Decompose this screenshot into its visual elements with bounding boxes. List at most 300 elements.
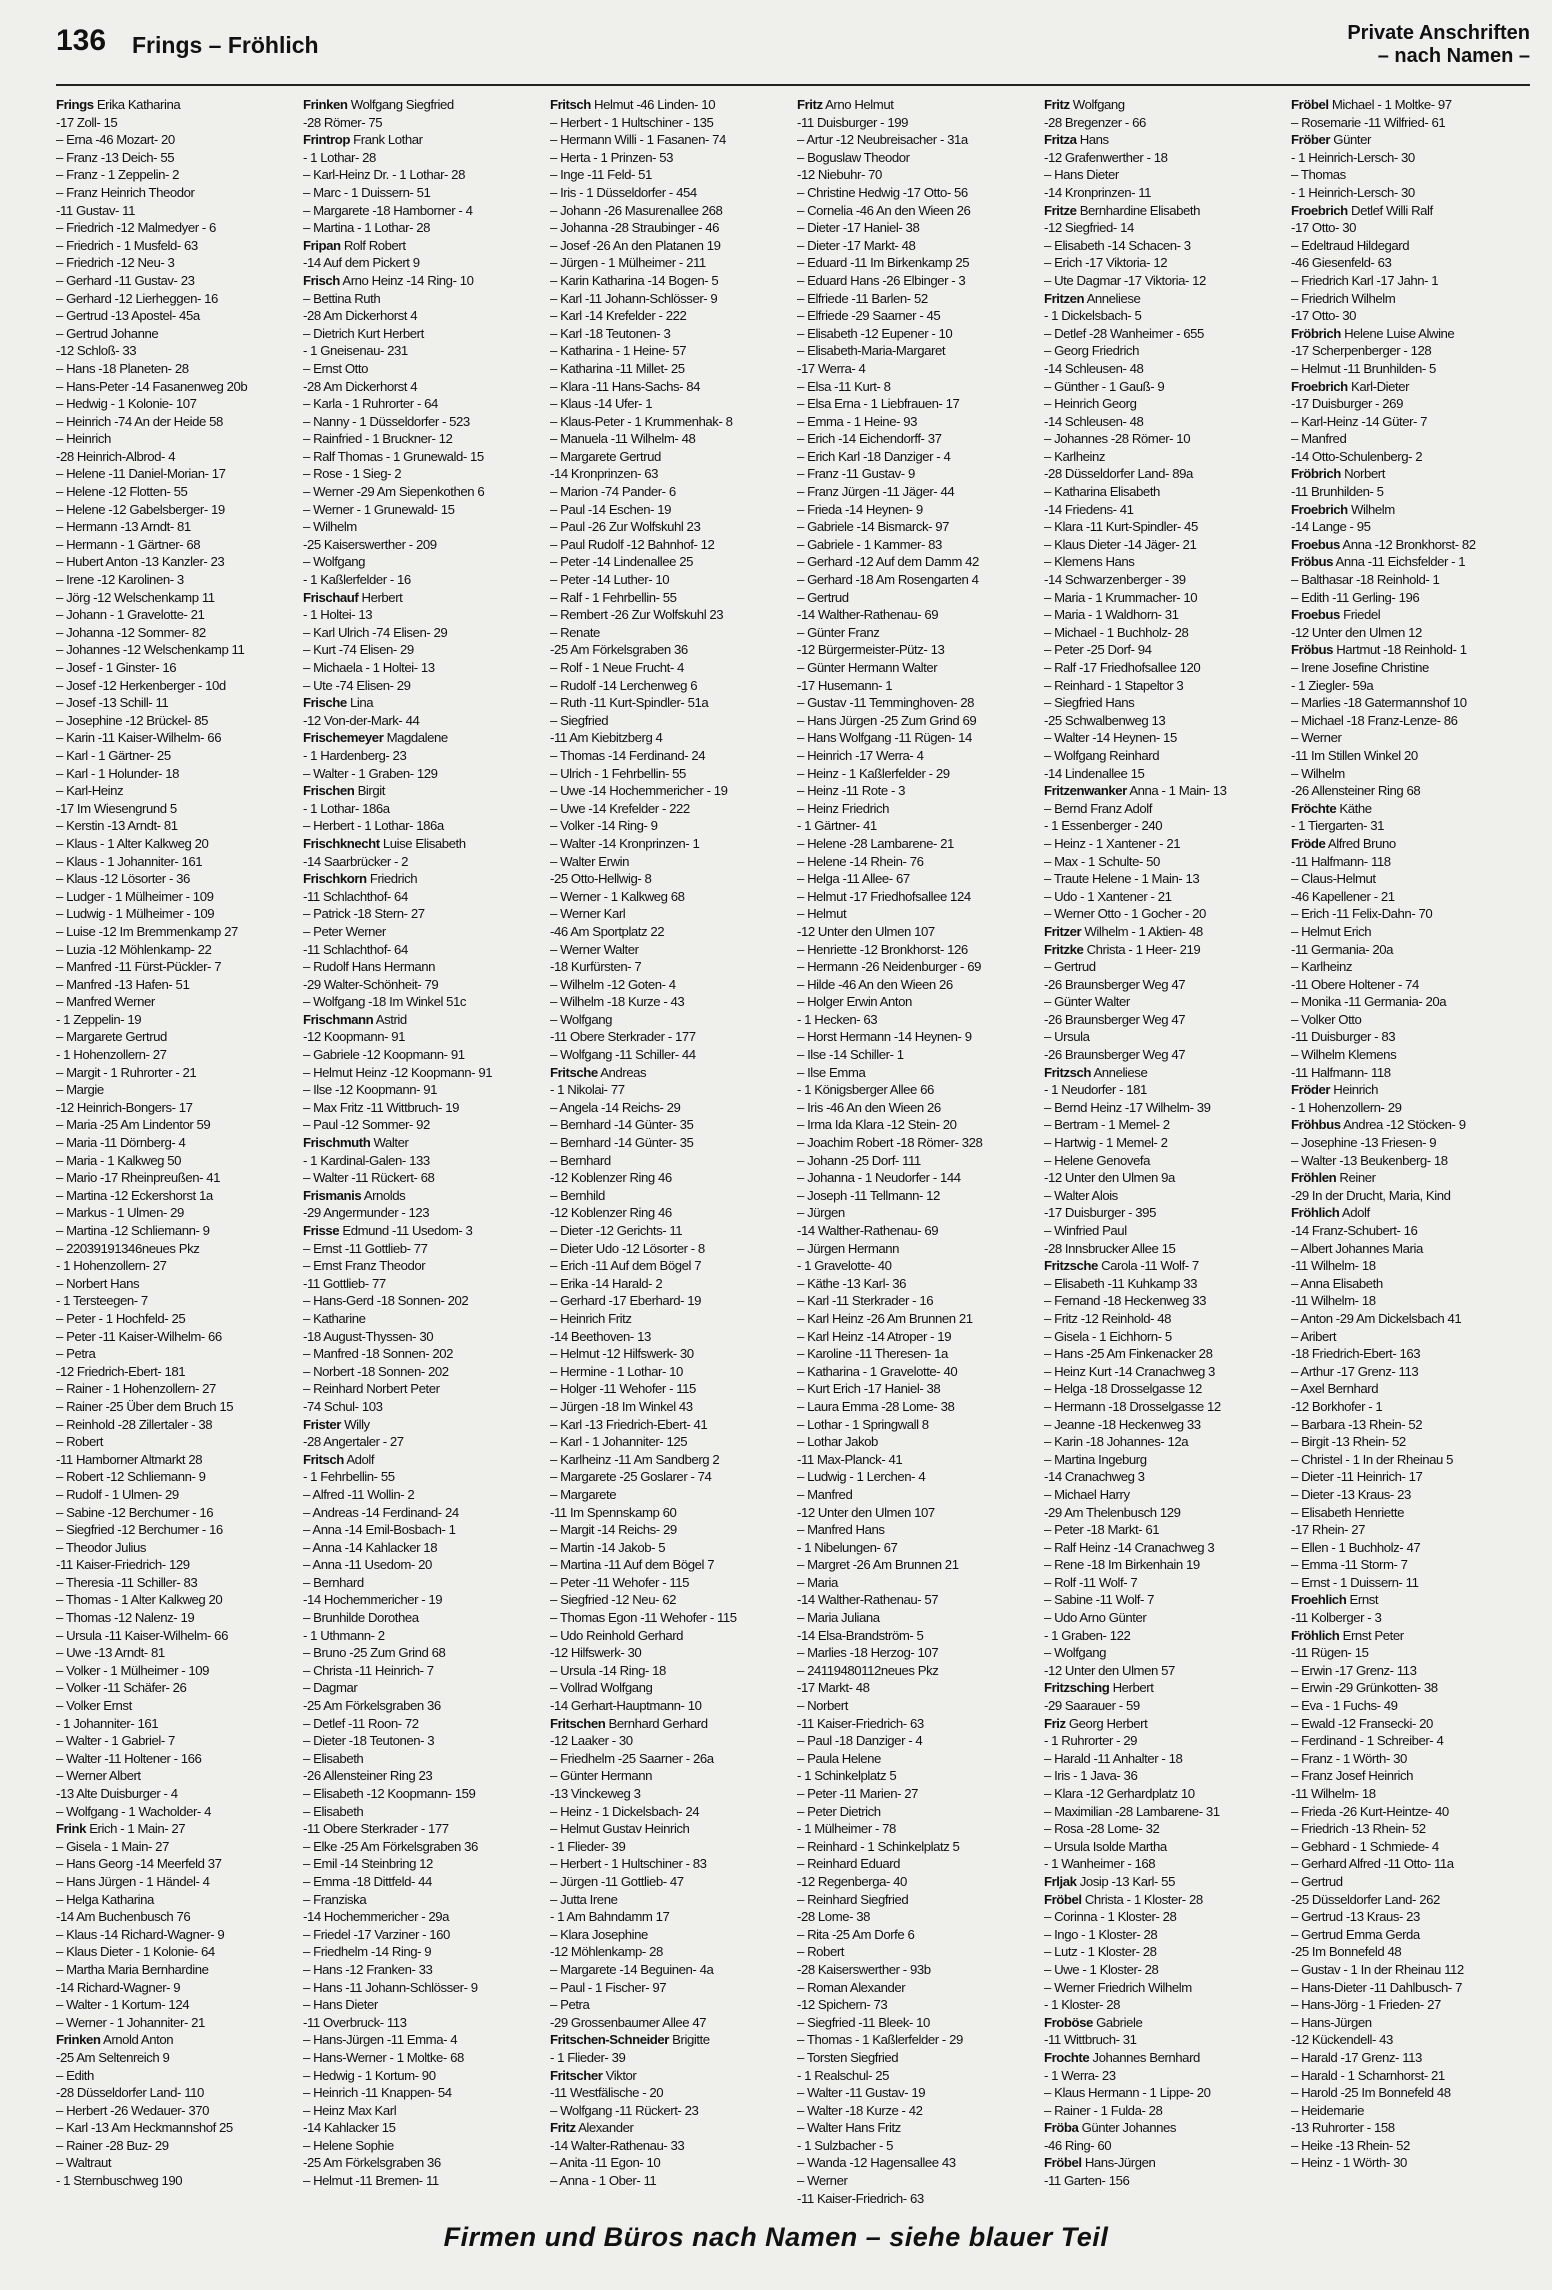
directory-entry bbox=[56, 325, 295, 343]
entry-text: – Waltraut bbox=[56, 2155, 112, 2171]
directory-entry bbox=[1044, 1222, 1283, 1240]
directory-entry bbox=[303, 729, 542, 747]
directory-entry bbox=[1044, 800, 1283, 818]
directory-entry bbox=[1044, 1855, 1283, 1873]
entry-text: – Hans Georg -14 Meerfeld 37 bbox=[56, 1856, 222, 1872]
directory-entry bbox=[1044, 1028, 1283, 1046]
directory-entry bbox=[303, 149, 542, 167]
entry-text: – Dieter -17 Haniel- 38 bbox=[797, 220, 920, 236]
surname: Fröhlich bbox=[1291, 1627, 1340, 1643]
directory-entry bbox=[797, 131, 1036, 149]
directory-entry bbox=[303, 1064, 542, 1082]
directory-entry bbox=[56, 1380, 295, 1398]
entry-text: – Jürgen Hermann bbox=[797, 1240, 900, 1256]
entry-text: – Helmut -17 Friedhofsallee 124 bbox=[797, 888, 971, 904]
entry-text: – Friedel -17 Varziner - 160 bbox=[303, 1926, 450, 1942]
directory-entry bbox=[1044, 1679, 1283, 1697]
entry-text: - 1 Realschul- 25 bbox=[797, 2067, 890, 2083]
entry-text: – Anton -29 Am Dickelsbach 41 bbox=[1291, 1310, 1462, 1326]
directory-entry bbox=[550, 448, 789, 466]
directory-entry bbox=[56, 747, 295, 765]
directory-entry bbox=[1291, 993, 1530, 1011]
directory-entry bbox=[797, 1838, 1036, 1856]
directory-entry bbox=[797, 1099, 1036, 1117]
directory-entry bbox=[303, 1240, 542, 1258]
directory-entry bbox=[56, 1451, 295, 1469]
directory-entry bbox=[550, 1187, 789, 1205]
entry-text: – Heinrich Georg bbox=[1044, 396, 1137, 412]
directory-entry bbox=[1291, 395, 1530, 413]
entry-text: – Peter -11 Kaiser-Wilhelm- 66 bbox=[56, 1328, 222, 1344]
entry-text: – Iris -46 An den Wieen 26 bbox=[797, 1099, 941, 1115]
directory-entry bbox=[550, 958, 789, 976]
entry-text: – Ernst Franz Theodor bbox=[303, 1258, 426, 1274]
entry-text: – Elisabeth -12 Eupener - 10 bbox=[797, 325, 953, 341]
surname: Frischemeyer bbox=[303, 730, 384, 746]
directory-entry bbox=[1291, 1961, 1530, 1979]
entry-text: – Walter - 1 Gabriel- 7 bbox=[56, 1733, 175, 1749]
directory-entry bbox=[1044, 184, 1283, 202]
directory-entry bbox=[303, 1416, 542, 1434]
directory-entry bbox=[56, 1838, 295, 1856]
entry-text: – Heinz Max Karl bbox=[303, 2102, 397, 2118]
directory-entry bbox=[56, 413, 295, 431]
directory-entry bbox=[303, 941, 542, 959]
surname: Frochte bbox=[1044, 2049, 1090, 2065]
entry-text: – Renate bbox=[550, 624, 600, 640]
entry-text: – Friedrich - 1 Musfeld- 63 bbox=[56, 237, 198, 253]
directory-entry bbox=[56, 1820, 295, 1838]
entry-text: – Erich Karl -18 Danziger - 4 bbox=[797, 448, 951, 464]
entry-text: Hans-Jürgen bbox=[1081, 2155, 1156, 2171]
directory-entry bbox=[303, 290, 542, 308]
directory-entry bbox=[1291, 254, 1530, 272]
entry-text: – Hubert Anton -13 Kanzler- 23 bbox=[56, 554, 225, 570]
directory-entry bbox=[303, 1099, 542, 1117]
directory-entry bbox=[56, 1134, 295, 1152]
entry-text: – Werner - 1 Grunewald- 15 bbox=[303, 501, 455, 517]
directory-entry bbox=[303, 1891, 542, 1909]
entry-text: – Holger Erwin Anton bbox=[797, 994, 912, 1010]
entry-text: – Lothar Jakob bbox=[797, 1434, 878, 1450]
entry-text: -11 Kaiser-Friedrich- 63 bbox=[797, 2190, 924, 2206]
entry-text: – Klaus-Peter - 1 Krummenhak- 8 bbox=[550, 413, 733, 429]
directory-entry bbox=[797, 413, 1036, 431]
entry-text: - 1 Hohenzollern- 27 bbox=[56, 1258, 167, 1274]
directory-entry bbox=[303, 2067, 542, 2085]
directory-entry bbox=[303, 325, 542, 343]
entry-text: Johannes Bernhard bbox=[1089, 2049, 1200, 2065]
entry-text: -17 Zoll- 15 bbox=[56, 114, 118, 130]
directory-entry bbox=[797, 1169, 1036, 1187]
directory-entry bbox=[56, 1644, 295, 1662]
directory-entry bbox=[1291, 2031, 1530, 2049]
entry-text: – Theodor Julius bbox=[56, 1539, 147, 1555]
directory-entry bbox=[56, 1979, 295, 1997]
entry-text: – Hartwig - 1 Memel- 2 bbox=[1044, 1135, 1168, 1151]
directory-entry bbox=[303, 1275, 542, 1293]
directory-entry bbox=[797, 905, 1036, 923]
directory-entry bbox=[56, 1257, 295, 1275]
directory-entry bbox=[1044, 2031, 1283, 2049]
directory-entry bbox=[797, 853, 1036, 871]
directory-entry bbox=[797, 1662, 1036, 1680]
surname: Fritzsche bbox=[1044, 1258, 1098, 1274]
directory-entry bbox=[303, 2102, 542, 2120]
entry-text: – Franz - 1 Wörth- 30 bbox=[1291, 1750, 1407, 1766]
entry-text: – Hans-Jörg - 1 Frieden- 27 bbox=[1291, 1997, 1441, 2013]
entry-text: – Wilhelm -18 Kurze - 43 bbox=[550, 994, 685, 1010]
entry-text: – Rosa -28 Lome- 32 bbox=[1044, 1821, 1160, 1837]
entry-text: Arnold Anton bbox=[100, 2032, 174, 2048]
entry-text: – Karl Ulrich -74 Elisen- 29 bbox=[303, 624, 448, 640]
directory-entry bbox=[797, 888, 1036, 906]
directory-entry bbox=[1044, 2084, 1283, 2102]
directory-entry bbox=[1291, 1363, 1530, 1381]
surname: Frischkorn bbox=[303, 871, 367, 887]
entry-text: – Ralf Heinz -14 Cranachweg 3 bbox=[1044, 1539, 1215, 1555]
directory-entry bbox=[550, 1556, 789, 1574]
directory-entry bbox=[797, 2102, 1036, 2120]
directory-entry bbox=[550, 870, 789, 888]
surname: Fröbel bbox=[1044, 1891, 1082, 1907]
entry-text: – Helmut Heinz -12 Koopmann- 91 bbox=[303, 1064, 493, 1080]
entry-text: – Erna -46 Mozart- 20 bbox=[56, 132, 175, 148]
entry-text: – Manfred -11 Fürst-Pückler- 7 bbox=[56, 959, 222, 975]
directory-entry bbox=[1291, 1803, 1530, 1821]
entry-text: -11 Gustav- 11 bbox=[56, 202, 135, 218]
entry-text: – Martina - 1 Lothar- 28 bbox=[303, 220, 431, 236]
directory-entry bbox=[1044, 1961, 1283, 1979]
directory-entry bbox=[303, 395, 542, 413]
entry-text: – Monika -11 Germania- 20a bbox=[1291, 994, 1447, 1010]
entry-text: -12 Schloß- 33 bbox=[56, 343, 137, 359]
directory-entry bbox=[797, 483, 1036, 501]
directory-entry bbox=[797, 2190, 1036, 2208]
directory-entry bbox=[56, 923, 295, 941]
directory-entry bbox=[550, 589, 789, 607]
entry-text: – Jürgen bbox=[797, 1205, 845, 1221]
directory-entry bbox=[56, 114, 295, 132]
directory-entry bbox=[1291, 1292, 1530, 1310]
directory-entry bbox=[1291, 835, 1530, 853]
entry-text: – Ursula -11 Kaiser-Wilhelm- 66 bbox=[56, 1627, 228, 1643]
entry-text: – Ludger - 1 Mülheimer - 109 bbox=[56, 888, 214, 904]
directory-entry bbox=[1044, 2137, 1283, 2155]
entry-text: – Gustav - 1 In der Rheinau 112 bbox=[1291, 1961, 1464, 1977]
entry-text: – Ralf -17 Friedhofsallee 120 bbox=[1044, 660, 1201, 675]
entry-text: – Karl -13 Am Heckmannshof 25 bbox=[56, 2120, 233, 2136]
entry-text: – Rembert -26 Zur Wolfskuhl 23 bbox=[550, 607, 724, 623]
directory-entry bbox=[797, 1679, 1036, 1697]
surname: Froböse bbox=[1044, 2014, 1093, 2030]
entry-text: Erika Katharina bbox=[93, 97, 181, 112]
directory-entry bbox=[303, 1996, 542, 2014]
entry-text: -14 Schwarzenberger - 39 bbox=[1044, 572, 1186, 588]
entry-text: – Iris - 1 Düsseldorfer - 454 bbox=[550, 184, 697, 200]
entry-text: – Ferdinand - 1 Schreiber- 4 bbox=[1291, 1733, 1444, 1749]
directory-entry bbox=[797, 1943, 1036, 1961]
directory-entry bbox=[56, 1204, 295, 1222]
directory-entry bbox=[56, 1679, 295, 1697]
entry-text: -17 Markt- 48 bbox=[797, 1680, 870, 1696]
directory-entry bbox=[303, 378, 542, 396]
directory-entry bbox=[1291, 1521, 1530, 1539]
entry-text: – Traute Helene - 1 Main- 13 bbox=[1044, 871, 1200, 887]
directory-entry bbox=[1291, 1116, 1530, 1134]
directory-entry bbox=[303, 1943, 542, 1961]
directory-entry bbox=[1044, 1996, 1283, 2014]
directory-entry bbox=[303, 1574, 542, 1592]
directory-entry bbox=[550, 465, 789, 483]
directory-entry bbox=[56, 853, 295, 871]
entry-text: – Karl -13 Friedrich-Ebert- 41 bbox=[550, 1416, 708, 1432]
directory-entry bbox=[303, 1715, 542, 1733]
entry-text: – Harald - 1 Scharnhorst- 21 bbox=[1291, 2067, 1445, 2083]
directory-entry bbox=[303, 712, 542, 730]
entry-text: Anneliese bbox=[1090, 1064, 1148, 1080]
directory-entry bbox=[797, 1697, 1036, 1715]
directory-entry bbox=[303, 1803, 542, 1821]
directory-entry bbox=[303, 694, 542, 712]
surname: Frismanis bbox=[303, 1187, 362, 1203]
directory-entry bbox=[1044, 2102, 1283, 2120]
directory-entry bbox=[1291, 1081, 1530, 1099]
directory-entry bbox=[550, 1292, 789, 1310]
entry-text: -11 Halfmann- 118 bbox=[1291, 853, 1391, 869]
entry-text: -11 Germania- 20a bbox=[1291, 941, 1394, 957]
directory-entry bbox=[303, 1644, 542, 1662]
directory-entry bbox=[1044, 553, 1283, 571]
directory-entry bbox=[1291, 1943, 1530, 1961]
directory-entry bbox=[56, 1873, 295, 1891]
directory-entry bbox=[797, 1855, 1036, 1873]
directory-entry bbox=[1044, 1064, 1283, 1082]
entry-text: – Friedrich Karl -17 Jahn- 1 bbox=[1291, 272, 1439, 288]
directory-entry bbox=[303, 342, 542, 360]
directory-entry bbox=[1044, 1697, 1283, 1715]
entry-text: -12 Laaker - 30 bbox=[550, 1733, 633, 1749]
entry-text: – Iris - 1 Java- 36 bbox=[1044, 1768, 1138, 1784]
directory-entry bbox=[1044, 624, 1283, 642]
directory-entry bbox=[1044, 290, 1283, 308]
entry-text: – Josephine -12 Brückel- 85 bbox=[56, 712, 209, 728]
entry-text: – Helene -12 Gabelsberger- 19 bbox=[56, 501, 225, 517]
entry-text: – Erich -14 Eichendorff- 37 bbox=[797, 431, 942, 447]
entry-text: – Frieda -26 Kurt-Heintze- 40 bbox=[1291, 1803, 1449, 1819]
entry-text: – Werner - 1 Kalkweg 68 bbox=[550, 888, 685, 904]
directory-entry bbox=[550, 1398, 789, 1416]
directory-columns bbox=[56, 96, 1530, 2206]
directory-entry bbox=[303, 782, 542, 800]
directory-entry bbox=[550, 202, 789, 220]
entry-text: – Werner Albert bbox=[56, 1768, 141, 1784]
directory-entry bbox=[303, 1504, 542, 1522]
directory-entry bbox=[550, 817, 789, 835]
directory-entry bbox=[1044, 1820, 1283, 1838]
directory-entry bbox=[797, 1803, 1036, 1821]
directory-entry bbox=[797, 571, 1036, 589]
entry-text: -25 Otto-Hellwig- 8 bbox=[550, 871, 652, 887]
entry-text: – Peter -11 Marien- 27 bbox=[797, 1786, 919, 1801]
entry-text: – Gertrud bbox=[1291, 1873, 1343, 1889]
entry-text: -14 Hochemmericher - 19 bbox=[303, 1592, 443, 1608]
entry-text: – Maria bbox=[797, 1574, 838, 1590]
entry-text: Bernhardine Elisabeth bbox=[1076, 202, 1201, 218]
directory-entry bbox=[550, 501, 789, 519]
directory-entry bbox=[1291, 184, 1530, 202]
surname: Frischauf bbox=[303, 589, 359, 605]
entry-text: - 1 Heinrich-Lersch- 30 bbox=[1291, 149, 1415, 165]
surname: Fröhbus bbox=[1291, 1117, 1341, 1133]
entry-text: – Maria - 1 Waldhorn- 31 bbox=[1044, 607, 1179, 623]
entry-text: – Irma Ida Klara -12 Stein- 20 bbox=[797, 1117, 957, 1133]
entry-text: – Werner Walter bbox=[550, 941, 639, 957]
directory-entry bbox=[303, 307, 542, 325]
directory-entry bbox=[1044, 1574, 1283, 1592]
directory-entry bbox=[56, 1750, 295, 1768]
footer-note: Firmen und Büros nach Namen – siehe blauer Teil bbox=[443, 2222, 1109, 2252]
entry-text: – Volker - 1 Mülheimer - 109 bbox=[56, 1662, 210, 1678]
entry-text: – Manfred -18 Sonnen- 202 bbox=[303, 1346, 454, 1362]
surname: Frischknecht bbox=[303, 835, 380, 851]
directory-entry bbox=[1044, 518, 1283, 536]
surname: Fröhlen bbox=[1291, 1170, 1337, 1186]
directory-entry bbox=[550, 1820, 789, 1838]
entry-text: -28 Innsbrucker Allee 15 bbox=[1044, 1240, 1176, 1256]
directory-entry bbox=[303, 1521, 542, 1539]
entry-text: – Erika -14 Harald- 2 bbox=[550, 1275, 663, 1291]
directory-entry bbox=[1291, 1908, 1530, 1926]
entry-text: – Erwin -29 Grünkotten- 38 bbox=[1291, 1680, 1438, 1696]
entry-text: -29 Am Thelenbusch 129 bbox=[1044, 1504, 1181, 1520]
entry-text: – Helmut Erich bbox=[1291, 923, 1372, 939]
directory-entry bbox=[797, 114, 1036, 132]
directory-entry bbox=[56, 1943, 295, 1961]
entry-text: – Klaus -14 Ufer- 1 bbox=[550, 396, 653, 412]
entry-text: -12 Von-der-Mark- 44 bbox=[303, 712, 420, 728]
directory-entry bbox=[1291, 624, 1530, 642]
directory-entry bbox=[797, 1345, 1036, 1363]
directory-entry bbox=[1044, 254, 1283, 272]
directory-entry bbox=[797, 1891, 1036, 1909]
entry-text: – Rudolf -14 Lerchenweg 6 bbox=[550, 677, 698, 693]
entry-text: – Käthe -13 Karl- 36 bbox=[797, 1275, 907, 1291]
directory-entry bbox=[303, 237, 542, 255]
entry-text: -17 Duisburger - 395 bbox=[1044, 1205, 1156, 1221]
entry-text: -17 Otto- 30 bbox=[1291, 220, 1356, 236]
directory-entry bbox=[550, 624, 789, 642]
directory-entry bbox=[1291, 430, 1530, 448]
directory-entry bbox=[1291, 237, 1530, 255]
entry-text: – Siegfried Hans bbox=[1044, 695, 1135, 711]
directory-entry bbox=[1291, 729, 1530, 747]
directory-entry bbox=[550, 413, 789, 431]
entry-text: – Reinhard - 1 Schinkelplatz 5 bbox=[797, 1838, 960, 1854]
directory-entry bbox=[1044, 677, 1283, 695]
entry-text: -25 Am Förkelsgraben 36 bbox=[550, 642, 688, 658]
directory-entry bbox=[797, 712, 1036, 730]
directory-entry bbox=[1044, 1873, 1283, 1891]
entry-text: – Joachim Robert -18 Römer- 328 bbox=[797, 1135, 983, 1151]
directory-entry bbox=[56, 1345, 295, 1363]
directory-entry bbox=[550, 1081, 789, 1099]
entry-text: – Gertrud bbox=[1044, 959, 1096, 975]
directory-entry bbox=[1291, 272, 1530, 290]
entry-text: – Hans -11 Johann-Schlösser- 9 bbox=[303, 1979, 478, 1995]
directory-entry bbox=[797, 1574, 1036, 1592]
directory-entry bbox=[1291, 1169, 1530, 1187]
entry-text: Günter bbox=[1330, 132, 1371, 148]
surname: Fröbel bbox=[1291, 97, 1329, 112]
entry-text: – Martina -12 Schliemann- 9 bbox=[56, 1223, 210, 1238]
entry-text: – Ilse -12 Koopmann- 91 bbox=[303, 1082, 438, 1098]
directory-entry bbox=[303, 1081, 542, 1099]
entry-text: -11 Overbruck- 113 bbox=[303, 2014, 407, 2030]
entry-text: -11 Schlachthof- 64 bbox=[303, 941, 408, 957]
directory-entry bbox=[56, 2172, 295, 2190]
entry-text: – Bernhard -14 Günter- 35 bbox=[550, 1135, 694, 1151]
entry-text: – Anna -14 Emil-Bosbach- 1 bbox=[303, 1522, 456, 1538]
entry-text: – Josephine -13 Friesen- 9 bbox=[1291, 1135, 1437, 1151]
entry-text: – Klaus - 1 Johanniter- 161 bbox=[56, 853, 203, 869]
directory-entry bbox=[303, 1926, 542, 1944]
directory-entry bbox=[56, 290, 295, 308]
directory-entry bbox=[56, 2102, 295, 2120]
entry-text: Adolf bbox=[343, 1451, 375, 1467]
directory-entry bbox=[1044, 853, 1283, 871]
entry-text: -14 Walther-Rathenau- 57 bbox=[797, 1592, 939, 1608]
entry-text: Alfred Bruno bbox=[1325, 835, 1396, 851]
directory-entry bbox=[1291, 1979, 1530, 1997]
entry-text: -14 Kronprinzen- 11 bbox=[1044, 184, 1152, 200]
entry-text: – Ernst Otto bbox=[303, 360, 368, 376]
entry-text: -12 Koblenzer Ring 46 bbox=[550, 1170, 672, 1186]
entry-text: -14 Elsa-Brandström- 5 bbox=[797, 1627, 924, 1643]
surname: Fröder bbox=[1291, 1082, 1331, 1098]
directory-entry bbox=[56, 1785, 295, 1803]
directory-entry bbox=[1044, 2119, 1283, 2137]
directory-entry bbox=[1044, 905, 1283, 923]
entry-text: – Gabriele - 1 Kammer- 83 bbox=[797, 536, 942, 552]
directory-entry bbox=[303, 1468, 542, 1486]
directory-entry bbox=[550, 1539, 789, 1557]
directory-entry bbox=[56, 1627, 295, 1645]
directory-entry bbox=[1291, 747, 1530, 765]
entry-text: – Margarete Gertrud bbox=[550, 448, 661, 464]
entry-text: -13 Vinckeweg 3 bbox=[550, 1786, 641, 1801]
entry-text: – Franz - 1 Zeppelin- 2 bbox=[56, 167, 180, 183]
directory-entry bbox=[56, 430, 295, 448]
entry-text: – Henriette -12 Bronkhorst- 126 bbox=[797, 941, 968, 957]
directory-entry bbox=[797, 166, 1036, 184]
directory-entry bbox=[303, 1785, 542, 1803]
entry-text: -11 Kolberger - 3 bbox=[1291, 1610, 1382, 1626]
directory-entry bbox=[1291, 1222, 1530, 1240]
entry-text: Reiner bbox=[1336, 1170, 1376, 1186]
directory-entry bbox=[1291, 307, 1530, 325]
directory-entry bbox=[303, 1116, 542, 1134]
entry-text: -11 Gottlieb- 77 bbox=[303, 1275, 386, 1291]
entry-text: – Marion -74 Pander- 6 bbox=[550, 484, 676, 500]
entry-text: – Elisabeth Henriette bbox=[1291, 1504, 1404, 1520]
entry-text: -29 Walter-Schönheit- 79 bbox=[303, 976, 439, 992]
directory-entry bbox=[797, 2014, 1036, 2032]
directory-entry bbox=[56, 1591, 295, 1609]
directory-entry bbox=[56, 1433, 295, 1451]
entry-text: – Luise -12 Im Bremmenkamp 27 bbox=[56, 923, 238, 939]
surname: Frljak bbox=[1044, 1873, 1077, 1889]
